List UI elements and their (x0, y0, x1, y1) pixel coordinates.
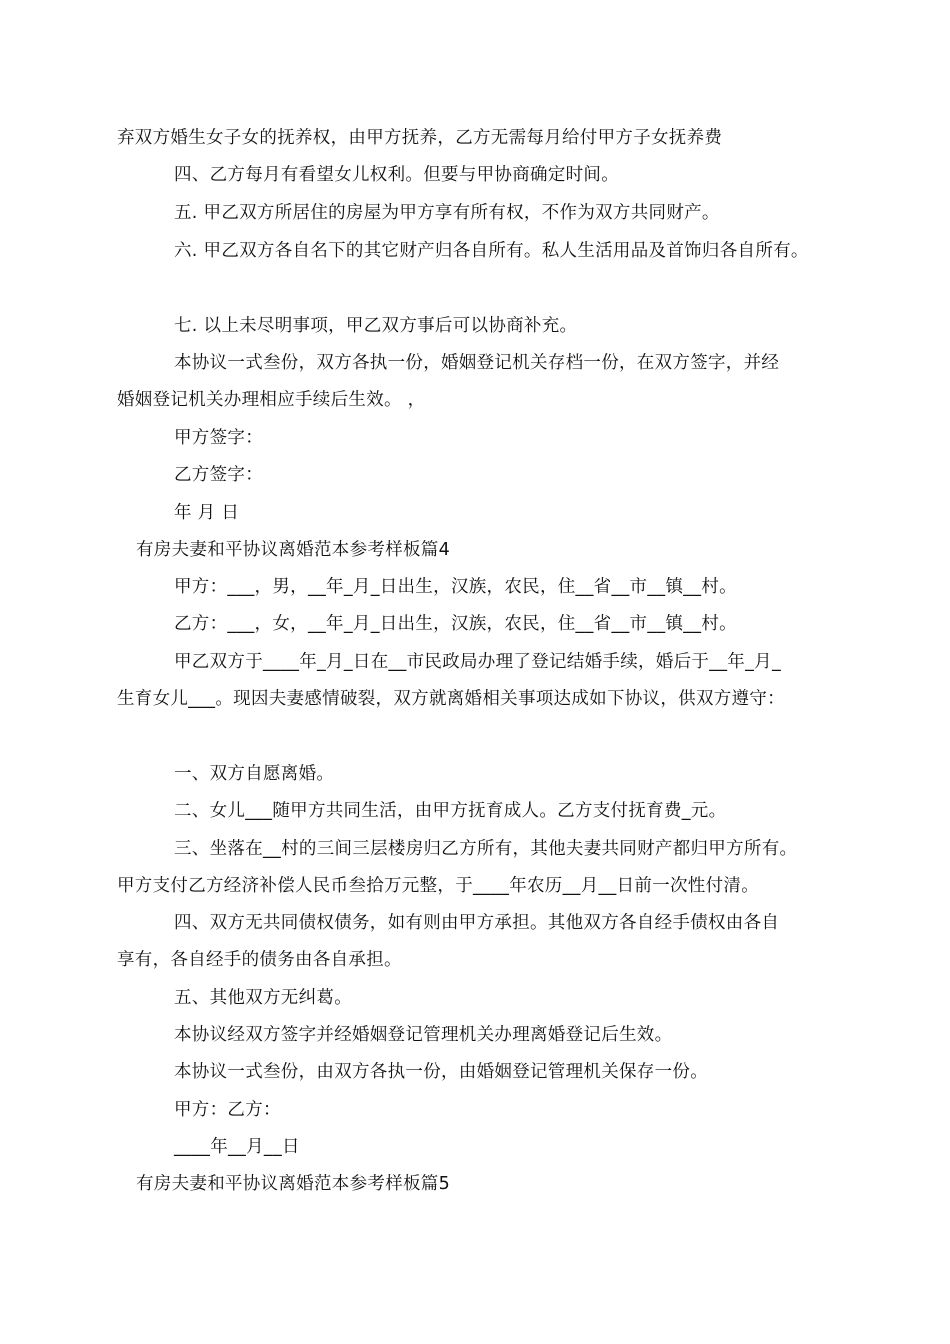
text-line: 甲乙双方于____年_月_日在__市民政局办理了登记结婚手续，婚后于__年_月_ (174, 652, 781, 672)
text-line: 本协议一式叁份，双方各执一份，婚姻登记机关存档一份，在双方签字，并经 (174, 353, 780, 373)
text-line: 一、双方自愿离婚。 (174, 764, 335, 784)
text-line: 乙方：___，女，__年_月_日出生，汉族，农民，住__省__市__镇__村。 (174, 614, 737, 634)
text-line: 四、乙方每月有看望女儿权利。但要与甲协商确定时间。 (174, 165, 619, 185)
text-line: 生育女儿___。现因夫妻感情破裂，双方就离婚相关事项达成如下协议，供双方遵守： (117, 689, 785, 709)
text-line: 甲方支付乙方经济补偿人民币叁拾万元整，于____年农历__月__日前一次性付清。 (117, 876, 759, 896)
text-line: 本协议经双方签字并经婚姻登记管理机关办理离婚登记后生效。 (174, 1025, 673, 1045)
date-line: ____年__月__日 (174, 1137, 300, 1157)
text-line: 享有，各自经手的债务由各自承担。 (117, 950, 402, 970)
text-line: 六. 甲乙双方各自名下的其它财产归各自所有。私人生活用品及首饰归各自所有。 (174, 241, 809, 261)
text-line: 七. 以上未尽明事项，甲乙双方事后可以协商补充。 (174, 316, 578, 336)
section-heading: 有房夫妻和平协议离婚范本参考样板篇4 (136, 540, 451, 560)
text-line: 二、女儿___随甲方共同生活，由甲方抚育成人。乙方支付抚育费_元。 (174, 801, 727, 821)
signature-labels: 甲方：乙方： (174, 1100, 281, 1120)
text-line: 弃双方婚生女子女的抚养权，由甲方抚养，乙方无需每月给付甲方子女抚养费 (117, 128, 723, 148)
text-line: 四、双方无共同债权债务，如有则由甲方承担。其他双方各自经手债权由各自 (174, 913, 780, 933)
date-line: 年 月 日 (174, 503, 240, 523)
text-line: 本协议一式叁份，由双方各执一份，由婚姻登记管理机关保存一份。 (174, 1062, 708, 1082)
text-line: 五. 甲乙双方所居住的房屋为甲方享有所有权，不作为双方共同财产。 (174, 203, 720, 223)
text-line: 甲方：___，男，__年_月_日出生，汉族，农民，住__省__市__镇__村。 (174, 577, 737, 597)
section-heading: 有房夫妻和平协议离婚范本参考样板篇5 (136, 1174, 451, 1194)
signature-label-b: 乙方签字： (174, 465, 263, 485)
text-line: 五、其他双方无纠葛。 (174, 988, 352, 1008)
text-line: 婚姻登记机关办理相应手续后生效。 ， (117, 390, 426, 410)
signature-label-a: 甲方签字： (174, 428, 263, 448)
text-line: 三、坐落在__村的三间三层楼房归乙方所有，其他夫妻共同财产都归甲方所有。 (174, 839, 798, 859)
